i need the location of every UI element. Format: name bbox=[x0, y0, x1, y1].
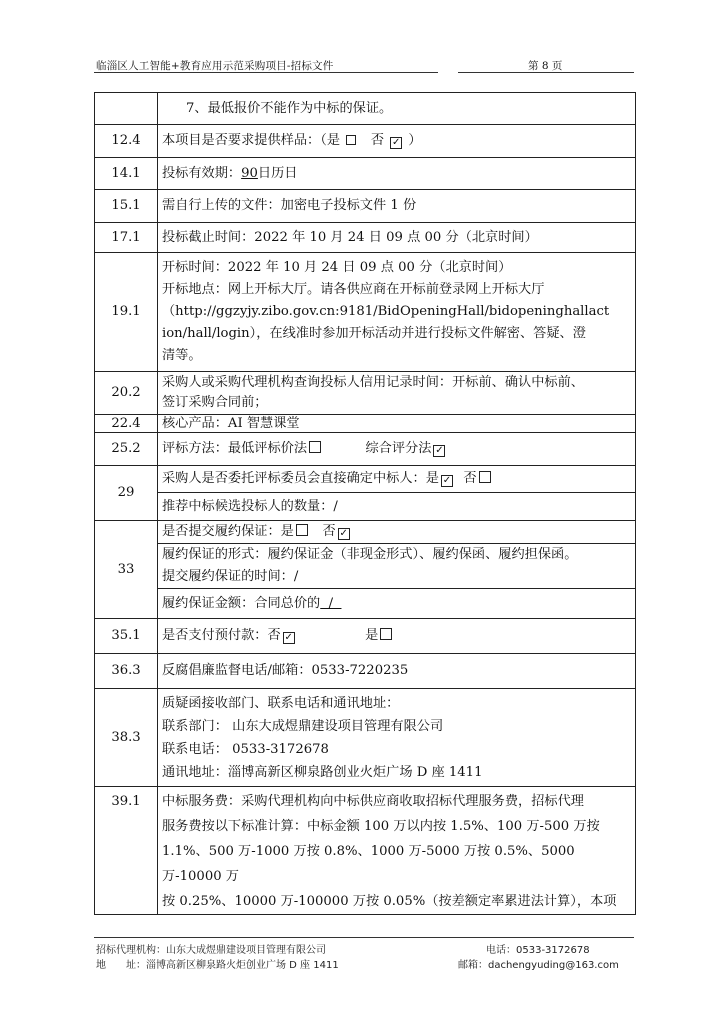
row-content bbox=[158, 689, 636, 787]
row-number: 36.3 bbox=[95, 654, 158, 689]
row-text: 7、最低报价不能作为中标的保证。 bbox=[186, 100, 393, 116]
row-line: 签订采购合同前； bbox=[162, 395, 268, 410]
row-line: ion/hall/login），在线准时参加开标活动并进行投标文件解密、答疑、澄 bbox=[162, 326, 586, 341]
header-rule-right bbox=[458, 72, 634, 73]
option-no-label: 否 bbox=[370, 133, 384, 148]
row-content bbox=[158, 158, 636, 190]
row-number: 17.1 bbox=[95, 223, 158, 253]
table-row bbox=[95, 158, 636, 190]
table-row bbox=[95, 223, 636, 253]
row-content: 推荐中标候选投标人的数量：/ bbox=[158, 493, 636, 521]
table-row bbox=[95, 654, 636, 689]
row-line: 联系电话： 0533-3172678 bbox=[162, 741, 329, 757]
table-row bbox=[95, 544, 636, 589]
row-line: 履约保证的形式：履约保证金（非现金形式）、履约保函、履约担保函。 bbox=[162, 547, 578, 562]
checkbox-checked-icon: ✓ bbox=[284, 632, 293, 643]
header-page-number: 第 8 页 bbox=[528, 60, 563, 72]
row-text: 履约保证金额：合同总价的 bbox=[162, 595, 321, 611]
bond-amount-value: / bbox=[320, 595, 342, 611]
row-line: 开标地点：网上开标大厅。请各供应商在开标前登录网上开标大厅 bbox=[162, 282, 545, 297]
row-number bbox=[95, 93, 158, 125]
row-text: 本项目是否要求提供样品：（是 bbox=[162, 133, 341, 148]
row-line: 清等。 bbox=[162, 348, 202, 363]
row-text: 投标有效期： bbox=[162, 165, 242, 181]
option-no-label: 否 bbox=[322, 524, 336, 539]
row-content bbox=[158, 787, 636, 915]
row-line: 按 0.25%、10000 万-100000 万按 0.05%（按差额定率累进法计算），本项 bbox=[162, 894, 617, 909]
row-line: 联系部门： 山东大成煜鼎建设项目管理有限公司 bbox=[162, 718, 444, 734]
table-row bbox=[95, 372, 636, 415]
row-line: 采购人或采购代理机构查询投标人信用记录时间：开标前、确认中标前、 bbox=[162, 375, 584, 390]
row-number: 12.4 bbox=[95, 125, 158, 158]
row-number: 35.1 bbox=[95, 619, 158, 654]
footer-rule bbox=[94, 937, 634, 938]
row-text: 是否提交履约保证：是 bbox=[162, 524, 294, 539]
row-content bbox=[158, 619, 636, 654]
row-line: 服务费按以下标准计算：中标金额 100 万以内按 1.5%、100 万-500 万按 bbox=[162, 819, 600, 834]
table-row bbox=[95, 466, 636, 493]
row-line: 质疑函接收部门、联系电话和通讯地址： bbox=[162, 695, 400, 711]
row-text: 采购人是否委托评标委员会直接确定中标人：是 bbox=[162, 471, 439, 486]
row-content bbox=[158, 253, 636, 372]
row-number: 22.4 bbox=[95, 415, 158, 433]
row-text-close: ） bbox=[408, 133, 422, 148]
row-content bbox=[158, 125, 636, 158]
data-sheet-table bbox=[94, 92, 636, 915]
table-row bbox=[95, 493, 636, 521]
row-number: 33 bbox=[95, 521, 158, 619]
option-yes-label: 是 bbox=[365, 628, 379, 643]
checkbox-checked-icon: ✓ bbox=[339, 528, 348, 539]
row-number: 38.3 bbox=[95, 689, 158, 787]
row-content bbox=[158, 589, 636, 619]
row-number: 39.1 bbox=[95, 787, 158, 915]
row-line: 1.1%、500 万-1000 万按 0.8%、1000 万-5000 万按 0.5%、5000 万-10000 万 bbox=[162, 844, 575, 884]
header-rule-left bbox=[94, 72, 438, 73]
checkbox-checked-icon: ✓ bbox=[442, 475, 452, 486]
footer-phone: 电话：0533-3172678 bbox=[486, 945, 590, 956]
table-row bbox=[95, 253, 636, 372]
table-row bbox=[95, 415, 636, 433]
checkbox-empty-icon bbox=[296, 524, 308, 536]
row-number: 29 bbox=[95, 466, 158, 521]
checkbox-empty-icon bbox=[346, 135, 356, 145]
option-label: 综合评分法 bbox=[365, 441, 432, 456]
row-content: 反腐倡廉监督电话/邮箱：0533-7220235 bbox=[158, 654, 636, 689]
table-row bbox=[95, 190, 636, 223]
checkbox-checked-icon: ✓ bbox=[392, 137, 401, 148]
row-content: 需自行上传的文件：加密电子投标文件 1 份 bbox=[158, 190, 636, 223]
checkbox-checked-icon: ✓ bbox=[435, 445, 444, 456]
row-line: 通讯地址：淄博高新区柳泉路创业火炬广场 D 座 1411 bbox=[162, 764, 483, 780]
table-row bbox=[95, 125, 636, 158]
row-number: 19.1 bbox=[95, 253, 158, 372]
row-number: 20.2 bbox=[95, 372, 158, 415]
row-number: 25.2 bbox=[95, 433, 158, 466]
header-doc-title: 临淄区人工智能+教育应用示范采购项目-招标文件 bbox=[96, 60, 334, 72]
row-content bbox=[158, 433, 636, 466]
checkbox-empty-icon bbox=[479, 471, 491, 483]
row-content: 投标截止时间：2022 年 10 月 24 日 09 点 00 分（北京时间） bbox=[158, 223, 636, 253]
row-text: 是否支付预付款：否 bbox=[162, 628, 281, 643]
footer-address: 地 址：淄博高新区柳泉路火炬创业广场 D 座 1411 bbox=[96, 960, 339, 971]
option-no-label: 否 bbox=[463, 471, 477, 486]
row-text-suffix: 日历日 bbox=[257, 165, 298, 181]
footer-email: 邮箱：dachengyuding@163.com bbox=[458, 960, 619, 971]
table-row bbox=[95, 433, 636, 466]
table-row bbox=[95, 589, 636, 619]
checkbox-empty-icon bbox=[309, 441, 321, 453]
table-row bbox=[95, 619, 636, 654]
row-number: 15.1 bbox=[95, 190, 158, 223]
footer-agency: 招标代理机构：山东大成煜鼎建设项目管理有限公司 bbox=[96, 945, 326, 956]
row-line: 开标时间：2022 年 10 月 24 日 09 点 00 分（北京时间） bbox=[162, 260, 512, 275]
row-line: （http://ggzyjy.zibo.gov.cn:9181/BidOpeningHall/bidopeninghallact bbox=[162, 304, 610, 319]
validity-value: 90 bbox=[241, 165, 258, 181]
table-row bbox=[95, 689, 636, 787]
table-row bbox=[95, 521, 636, 544]
row-content bbox=[158, 372, 636, 415]
table-row bbox=[95, 787, 636, 915]
row-content bbox=[158, 466, 636, 493]
row-content bbox=[158, 93, 636, 125]
row-number: 14.1 bbox=[95, 158, 158, 190]
row-line: 提交履约保证的时间：/ bbox=[162, 569, 299, 584]
row-line: 中标服务费：采购代理机构向中标供应商收取招标代理服务费，招标代理 bbox=[162, 794, 584, 809]
row-text: 评标方法：最低评标价法 bbox=[162, 441, 308, 456]
table-row bbox=[95, 93, 636, 125]
row-content: 核心产品：AI 智慧课堂 bbox=[158, 415, 636, 433]
row-content bbox=[158, 521, 636, 544]
row-content bbox=[158, 544, 636, 589]
checkbox-empty-icon bbox=[380, 628, 392, 640]
